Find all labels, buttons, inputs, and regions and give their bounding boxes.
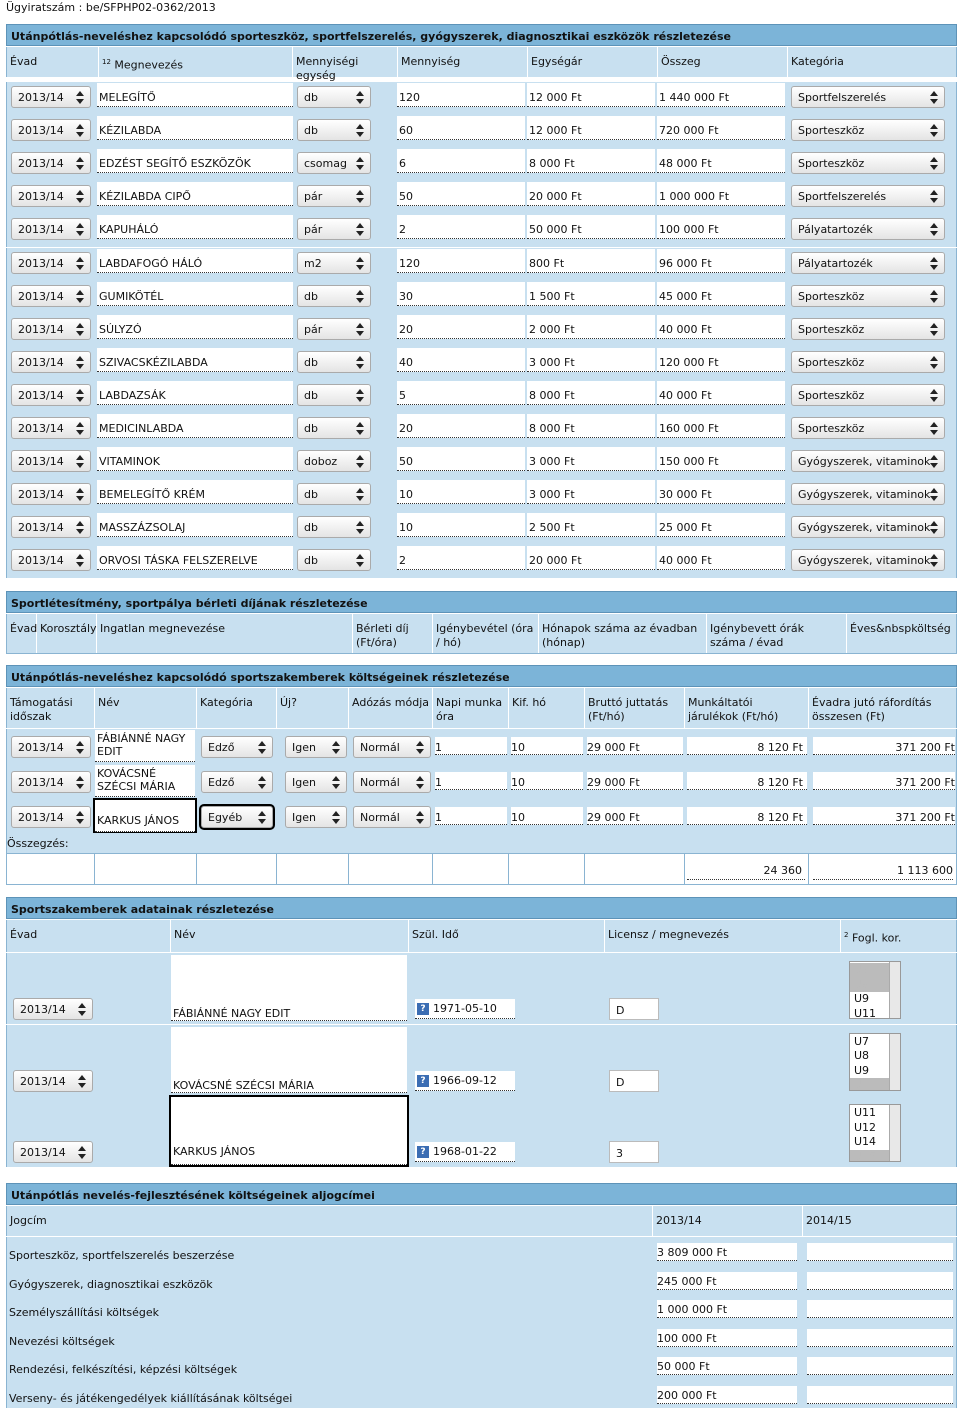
- unit-select[interactable]: pár: [297, 318, 371, 340]
- unit-select[interactable]: pár: [297, 218, 371, 240]
- season-2-value[interactable]: [807, 1386, 953, 1404]
- total-field: 48 000 Ft: [657, 149, 785, 173]
- subtitle-label: Sporteszköz, sportfelszerelés beszerzése: [9, 1249, 235, 1262]
- category-select[interactable]: Pályatartozék: [791, 252, 945, 274]
- equipment-row: [6, 479, 957, 512]
- equipment-row: [6, 314, 957, 347]
- age-group-option[interactable]: U7: [854, 1034, 870, 1048]
- category-select[interactable]: Edző: [201, 736, 273, 758]
- unit-price-field[interactable]: 3 000 Ft: [527, 447, 655, 471]
- age-group-option[interactable]: U11: [850, 1078, 900, 1091]
- new-select[interactable]: Igen: [285, 806, 347, 828]
- name-field[interactable]: KOVÁCSNÉ SZÉCSI MÁRIA: [95, 765, 195, 797]
- summary-label: Összegzés:: [7, 837, 69, 850]
- unit-select[interactable]: db: [297, 483, 371, 505]
- facility-header-row: [6, 614, 957, 654]
- contrib-field: 8 120 Ft: [687, 772, 807, 790]
- season-select[interactable]: 2013/14: [11, 384, 91, 406]
- quantity-field[interactable]: 10: [397, 480, 525, 504]
- col-gross: Bruttó juttatás (Ft/hó): [585, 688, 685, 728]
- age-group-option[interactable]: U9: [854, 992, 870, 1005]
- col-title: Jogcím: [7, 1206, 653, 1236]
- section-title-staff-costs: Utánpótlás-neveléshez kapcsolódó sportszakemberek költségeinek részletezése: [6, 665, 957, 687]
- category-select[interactable]: Sporteszköz: [791, 351, 945, 373]
- document-id: Ügyiratszám : be/SFPHP02-0362/2013: [6, 1, 216, 14]
- season-1-value[interactable]: 50 000 Ft: [657, 1357, 797, 1375]
- subtitle-label: Verseny- és játékengedélyek kiállításának költségei: [9, 1391, 293, 1405]
- season-select[interactable]: 2013/14: [11, 285, 91, 307]
- item-name-field[interactable]: MELEGÍTŐ: [97, 83, 293, 107]
- total-field: 150 000 Ft: [657, 447, 785, 471]
- category-select[interactable]: Sporteszköz: [791, 152, 945, 174]
- quantity-field[interactable]: 5: [397, 381, 525, 405]
- new-select[interactable]: Igen: [285, 736, 347, 758]
- age-group-option[interactable]: U16: [850, 1150, 900, 1163]
- item-name-field[interactable]: VITAMINOK: [97, 447, 293, 471]
- months-field[interactable]: 10: [511, 772, 583, 790]
- summary-row: [6, 833, 957, 853]
- total-field: 120 000 Ft: [657, 348, 785, 372]
- equipment-row: [6, 281, 957, 314]
- name-field[interactable]: FÁBIÁNNÉ NAGY EDIT: [171, 955, 407, 1021]
- months-field[interactable]: 10: [511, 807, 583, 825]
- category-select[interactable]: Sporteszköz: [791, 384, 945, 406]
- col-season-1: 2013/14: [653, 1206, 803, 1236]
- col-name: Név: [171, 920, 409, 952]
- age-group-option[interactable]: U14: [854, 1135, 877, 1148]
- col-hours: Napi munka óra: [433, 688, 509, 728]
- age-group-option[interactable]: U11: [854, 1006, 877, 1019]
- col-evad: Évad: [7, 614, 37, 653]
- total-field: 25 000 Ft: [657, 513, 785, 537]
- quantity-field[interactable]: 50: [397, 447, 525, 471]
- col-unit: Mennyiségi egység: [293, 47, 398, 77]
- col-evad: Évad: [7, 920, 171, 952]
- summary-cell: [277, 854, 349, 884]
- category-select[interactable]: Gyógyszerek, vitaminok: [791, 549, 945, 571]
- season-2-value[interactable]: [807, 1272, 953, 1290]
- unit-price-field[interactable]: 8 000 Ft: [527, 381, 655, 405]
- tax-select[interactable]: Normál: [353, 771, 431, 793]
- birth-date-value: 1968-01-22: [433, 1145, 497, 1158]
- quantity-field[interactable]: 120: [397, 83, 525, 107]
- unit-price-field[interactable]: 12 000 Ft: [527, 83, 655, 107]
- equipment-row: [6, 512, 957, 545]
- summary-cell: [95, 854, 197, 884]
- season-1-value[interactable]: 245 000 Ft: [657, 1272, 797, 1290]
- item-name-field[interactable]: EDZÉST SEGÍTŐ ESZKÖZÖK: [97, 149, 293, 173]
- equipment-row: [6, 545, 957, 578]
- total-field: 40 000 Ft: [657, 315, 785, 339]
- unit-price-field[interactable]: 3 000 Ft: [527, 348, 655, 372]
- col-price: Egységár: [528, 47, 658, 77]
- subtitle-label: Gyógyszerek, diagnosztikai eszközök: [9, 1277, 213, 1291]
- col-total: Összeg: [658, 47, 788, 77]
- unit-select[interactable]: m2: [297, 252, 371, 274]
- subtitle-label: Nevezési költségek: [9, 1334, 115, 1348]
- birth-date-field[interactable]: [415, 1071, 515, 1091]
- section-title-staff-data: Sportszakemberek adatainak részletezése: [6, 897, 957, 919]
- listbox-scrollbar[interactable]: [889, 1105, 900, 1161]
- col-contrib: Munkáltatói járulékok (Ft/hó): [685, 688, 809, 728]
- quantity-field[interactable]: 20: [397, 315, 525, 339]
- subtitle-row: [6, 1323, 957, 1352]
- quantity-field[interactable]: 50: [397, 182, 525, 206]
- unit-price-field[interactable]: 2 000 Ft: [527, 315, 655, 339]
- quantity-field[interactable]: 60: [397, 116, 525, 140]
- col-rent: Bérleti díj (Ft/óra): [353, 614, 433, 653]
- total-field: 160 000 Ft: [657, 414, 785, 438]
- item-name-field[interactable]: LABDAZSÁK: [97, 381, 293, 405]
- unit-select[interactable]: db: [297, 549, 371, 571]
- season-1-value[interactable]: 1 000 000 Ft: [657, 1300, 797, 1318]
- season-2-value[interactable]: [807, 1243, 953, 1261]
- section-title-equipment: Utánpótlás-neveléshez kapcsolódó sporteszköz, sportfelszerelés, gyógyszerek, diagnosztikai eszközök részletezése: [6, 24, 957, 46]
- season-select[interactable]: 2013/14: [11, 450, 91, 472]
- category-select[interactable]: Egyéb: [201, 806, 273, 828]
- total-field: 40 000 Ft: [657, 546, 785, 570]
- category-select[interactable]: Sportfelszerelés: [791, 86, 945, 108]
- season-select[interactable]: 2013/14: [11, 516, 91, 538]
- staff-data-row: [6, 953, 957, 1024]
- new-select[interactable]: Igen: [285, 771, 347, 793]
- category-select[interactable]: Gyógyszerek, vitaminok: [791, 516, 945, 538]
- season-total-field: 371 200 Ft: [813, 807, 955, 825]
- unit-select[interactable]: csomag: [297, 152, 371, 174]
- season-select[interactable]: 2013/14: [11, 318, 91, 340]
- category-select[interactable]: Sporteszköz: [791, 119, 945, 141]
- col-period: Támogatási időszak: [7, 688, 95, 728]
- season-1-value[interactable]: 200 000 Ft: [657, 1386, 797, 1404]
- license-field[interactable]: D: [609, 998, 659, 1020]
- age-group-option[interactable]: U8: [850, 978, 900, 993]
- total-field: 1 000 000 Ft: [657, 182, 785, 206]
- equipment-row: [6, 347, 957, 380]
- summary-cell: [509, 854, 585, 884]
- footnote-marker: 2: [844, 931, 849, 939]
- unit-select[interactable]: pár: [297, 185, 371, 207]
- unit-select[interactable]: db: [297, 351, 371, 373]
- summary-grid: [6, 853, 957, 885]
- unit-select[interactable]: db: [297, 86, 371, 108]
- equipment-row: [6, 82, 957, 115]
- staff-cost-row: [6, 799, 957, 834]
- item-name-field[interactable]: KÉZILABDA: [97, 116, 293, 140]
- sum-contrib: 24 360: [687, 862, 805, 880]
- unit-price-field[interactable]: 20 000 Ft: [527, 182, 655, 206]
- category-select[interactable]: Pályatartozék: [791, 218, 945, 240]
- age-group-option[interactable]: U11: [854, 1106, 877, 1119]
- col-season-2: 2014/15: [806, 1214, 852, 1227]
- subtitle-row: [6, 1380, 957, 1409]
- col-season-total: Évadra jutó ráfordítás összesen (Ft): [812, 696, 932, 723]
- season-select[interactable]: 2013/14: [13, 1070, 93, 1092]
- unit-price-field[interactable]: 800 Ft: [527, 249, 655, 273]
- season-1-value[interactable]: 100 000 Ft: [657, 1329, 797, 1347]
- item-name-field[interactable]: ORVOSI TÁSKA FELSZERELVE: [97, 546, 293, 570]
- col-evad: Évad: [7, 47, 99, 77]
- season-select[interactable]: 2013/14: [11, 417, 91, 439]
- age-group-listbox[interactable]: [849, 1104, 901, 1162]
- quantity-field[interactable]: 120: [397, 249, 525, 273]
- col-megnevezes-label: Megnevezés: [114, 58, 183, 72]
- col-category: Kategória: [197, 688, 277, 728]
- quantity-field[interactable]: 2: [397, 546, 525, 570]
- category-select[interactable]: Sportfelszerelés: [791, 185, 945, 207]
- quantity-field[interactable]: 10: [397, 513, 525, 537]
- birth-date-field[interactable]: [415, 1142, 515, 1162]
- season-select[interactable]: 2013/14: [11, 218, 91, 240]
- unit-price-field[interactable]: 20 000 Ft: [527, 546, 655, 570]
- total-field: 96 000 Ft: [657, 249, 785, 273]
- name-field[interactable]: KARKUS JÁNOS: [171, 1097, 407, 1165]
- category-select[interactable]: Sporteszköz: [791, 285, 945, 307]
- unit-select[interactable]: db: [297, 516, 371, 538]
- total-field: 40 000 Ft: [657, 381, 785, 405]
- season-1-value[interactable]: 3 809 000 Ft: [657, 1243, 797, 1261]
- quantity-field[interactable]: 20: [397, 414, 525, 438]
- summary-cell: [7, 854, 95, 884]
- tax-select[interactable]: Normál: [353, 736, 431, 758]
- col-age-groups-label: Fogl. kor.: [851, 931, 902, 945]
- season-select[interactable]: 2013/14: [11, 185, 91, 207]
- item-name-field[interactable]: MEDICINLABDA: [97, 414, 293, 438]
- name-field[interactable]: KARKUS JÁNOS: [95, 800, 195, 832]
- category-select[interactable]: Gyógyszerek, vitaminok: [791, 450, 945, 472]
- unit-price-field[interactable]: 3 000 Ft: [527, 480, 655, 504]
- summary-cell: [349, 854, 433, 884]
- footnote-marker: 12: [102, 58, 111, 66]
- item-name-field[interactable]: BEMELEGÍTŐ KRÉM: [97, 480, 293, 504]
- unit-price-field[interactable]: 12 000 Ft: [527, 116, 655, 140]
- equipment-row: [6, 115, 957, 148]
- help-icon[interactable]: ?: [417, 1146, 429, 1158]
- period-select[interactable]: 2013/14: [11, 771, 91, 793]
- col-hours-season: Igénybevett órák száma / évad: [707, 614, 847, 653]
- total-field: 720 000 Ft: [657, 116, 785, 140]
- listbox-scrollbar[interactable]: [889, 1034, 900, 1090]
- age-group-listbox[interactable]: [849, 961, 901, 1019]
- equipment-row: [6, 413, 957, 446]
- col-qty: Mennyiség: [398, 47, 528, 77]
- col-usage: Igénybevétel (óra / hó): [433, 614, 539, 653]
- total-field: 30 000 Ft: [657, 480, 785, 504]
- col-license: Licensz / megnevezés: [605, 920, 841, 952]
- period-select[interactable]: 2013/14: [11, 806, 91, 828]
- age-group-listbox[interactable]: [849, 1033, 901, 1091]
- unit-price-field[interactable]: 2 500 Ft: [527, 513, 655, 537]
- birth-date-field[interactable]: [415, 999, 515, 1019]
- staff-data-header-row: [6, 920, 957, 952]
- daily-hours-field[interactable]: 1: [435, 772, 507, 790]
- unit-price-field[interactable]: 8 000 Ft: [527, 149, 655, 173]
- item-name-field[interactable]: KÉZILABDA CIPŐ: [97, 182, 293, 206]
- total-field: 45 000 Ft: [657, 282, 785, 306]
- unit-price-field[interactable]: 8 000 Ft: [527, 414, 655, 438]
- license-field[interactable]: D: [609, 1070, 659, 1092]
- unit-select[interactable]: db: [297, 417, 371, 439]
- subtitle-row: [6, 1294, 957, 1323]
- gross-field[interactable]: 29 000 Ft: [587, 807, 683, 825]
- total-field: 1 440 000 Ft: [657, 83, 785, 107]
- season-2-value[interactable]: [807, 1329, 953, 1347]
- total-field: 100 000 Ft: [657, 215, 785, 239]
- col-birth: Szül. Idő: [409, 920, 605, 952]
- gross-field[interactable]: 29 000 Ft: [587, 772, 683, 790]
- summary-cell: [585, 854, 685, 884]
- season-select[interactable]: 2013/14: [11, 549, 91, 571]
- quantity-field[interactable]: 6: [397, 149, 525, 173]
- equipment-row: [6, 214, 957, 247]
- name-field[interactable]: FÁBIÁNNÉ NAGY EDIT: [95, 730, 195, 762]
- equipment-row: [6, 248, 957, 281]
- contrib-field: 8 120 Ft: [687, 737, 807, 755]
- season-total-field: 371 200 Ft: [813, 772, 955, 790]
- col-age-group: Korosztály: [37, 614, 97, 653]
- category-select[interactable]: Sporteszköz: [791, 318, 945, 340]
- age-group-option[interactable]: U12: [854, 1120, 877, 1134]
- season-select[interactable]: 2013/14: [11, 86, 91, 108]
- col-months: Hónapok száma az évadban (hónap): [539, 614, 707, 653]
- section-title-subtitles: Utánpótlás nevelés-fejlesztésének költségeinek aljogcímei: [6, 1183, 957, 1205]
- unit-select[interactable]: db: [297, 384, 371, 406]
- birth-date-value: 1966-09-12: [433, 1073, 497, 1087]
- unit-price-field[interactable]: 1 500 Ft: [527, 282, 655, 306]
- equipment-row: [6, 380, 957, 413]
- name-field[interactable]: KOVÁCSNÉ SZÉCSI MÁRIA: [171, 1027, 407, 1093]
- category-select[interactable]: Sporteszköz: [791, 417, 945, 439]
- daily-hours-field[interactable]: 1: [435, 737, 507, 755]
- equipment-row: [6, 181, 957, 214]
- season-select[interactable]: 2013/14: [13, 1141, 93, 1163]
- subtitle-row: [6, 1351, 957, 1380]
- category-select[interactable]: Edző: [201, 771, 273, 793]
- subtitle-label: Személyszállítási költségek: [9, 1306, 160, 1319]
- months-field[interactable]: 10: [511, 737, 583, 755]
- season-select[interactable]: 2013/14: [11, 351, 91, 373]
- daily-hours-field[interactable]: 1: [435, 807, 507, 825]
- subtitles-header-row: [6, 1206, 957, 1236]
- tax-select[interactable]: Normál: [353, 806, 431, 828]
- contrib-field: 8 120 Ft: [687, 807, 807, 825]
- help-icon[interactable]: ?: [417, 1075, 429, 1087]
- col-annual-cost: Éves&nbspköltség: [850, 622, 951, 635]
- col-age-groups: [841, 920, 958, 952]
- summary-cell: [197, 854, 277, 884]
- summary-cell: [433, 854, 509, 884]
- subtitle-row: [6, 1237, 957, 1266]
- category-select[interactable]: Gyógyszerek, vitaminok: [791, 483, 945, 505]
- col-megnevezes: [99, 47, 293, 77]
- item-name-field[interactable]: GUMIKÖTÉL: [97, 282, 293, 306]
- license-field[interactable]: 3: [609, 1141, 659, 1163]
- equipment-header-row: [6, 47, 957, 82]
- subtitle-label: Rendezési, felkészítési, képzési költségek: [9, 1363, 238, 1376]
- col-category: Kategória: [791, 55, 844, 68]
- item-name-field[interactable]: KAPUHÁLÓ: [97, 215, 293, 239]
- age-group-option[interactable]: U8: [854, 1049, 870, 1062]
- gross-field[interactable]: 29 000 Ft: [587, 737, 683, 755]
- col-months: Kif. hó: [509, 688, 585, 728]
- item-name-field[interactable]: SÚLYZÓ: [97, 315, 293, 339]
- season-2-value[interactable]: [807, 1357, 953, 1375]
- equipment-row: [6, 446, 957, 479]
- section-title-facility: Sportlétesítmény, sportpálya bérleti díjának részletezése: [6, 591, 957, 613]
- period-select[interactable]: 2013/14: [11, 736, 91, 758]
- item-name-field[interactable]: LABDAFOGÓ HÁLÓ: [97, 249, 293, 273]
- season-select[interactable]: 2013/14: [11, 252, 91, 274]
- season-total-field: 371 200 Ft: [813, 737, 955, 755]
- help-icon[interactable]: ?: [417, 1003, 429, 1015]
- staff-cost-row: [6, 729, 957, 764]
- season-select[interactable]: 2013/14: [11, 119, 91, 141]
- staff-costs-header-row: [6, 688, 957, 728]
- staff-cost-row: [6, 764, 957, 799]
- listbox-scrollbar[interactable]: [889, 962, 900, 1018]
- unit-select[interactable]: db: [297, 285, 371, 307]
- unit-price-field[interactable]: 50 000 Ft: [527, 215, 655, 239]
- season-select[interactable]: 2013/14: [11, 483, 91, 505]
- item-name-field[interactable]: SZIVACSKÉZILABDA: [97, 348, 293, 372]
- season-2-value[interactable]: [807, 1300, 953, 1318]
- staff-data-row: [6, 1096, 957, 1167]
- col-new: Új?: [277, 688, 349, 728]
- age-group-option[interactable]: U9: [854, 1063, 870, 1077]
- subtitle-row: [6, 1266, 957, 1295]
- sum-total: 1 113 600: [813, 862, 953, 880]
- quantity-field[interactable]: 40: [397, 348, 525, 372]
- col-property: Ingatlan megnevezése: [97, 614, 353, 653]
- birth-date-value: 1971-05-10: [433, 1002, 497, 1015]
- season-select[interactable]: 2013/14: [11, 152, 91, 174]
- season-select[interactable]: 2013/14: [13, 998, 93, 1020]
- quantity-field[interactable]: 30: [397, 282, 525, 306]
- age-group-option[interactable]: U7: [850, 963, 900, 978]
- staff-data-row: [6, 1025, 957, 1096]
- col-name: Név: [95, 688, 197, 728]
- unit-select[interactable]: doboz: [297, 450, 371, 472]
- unit-select[interactable]: db: [297, 119, 371, 141]
- equipment-row: [6, 148, 957, 181]
- quantity-field[interactable]: 2: [397, 215, 525, 239]
- item-name-field[interactable]: MASSZÁZSOLAJ: [97, 513, 293, 537]
- col-tax: Adózás módja: [349, 688, 433, 728]
